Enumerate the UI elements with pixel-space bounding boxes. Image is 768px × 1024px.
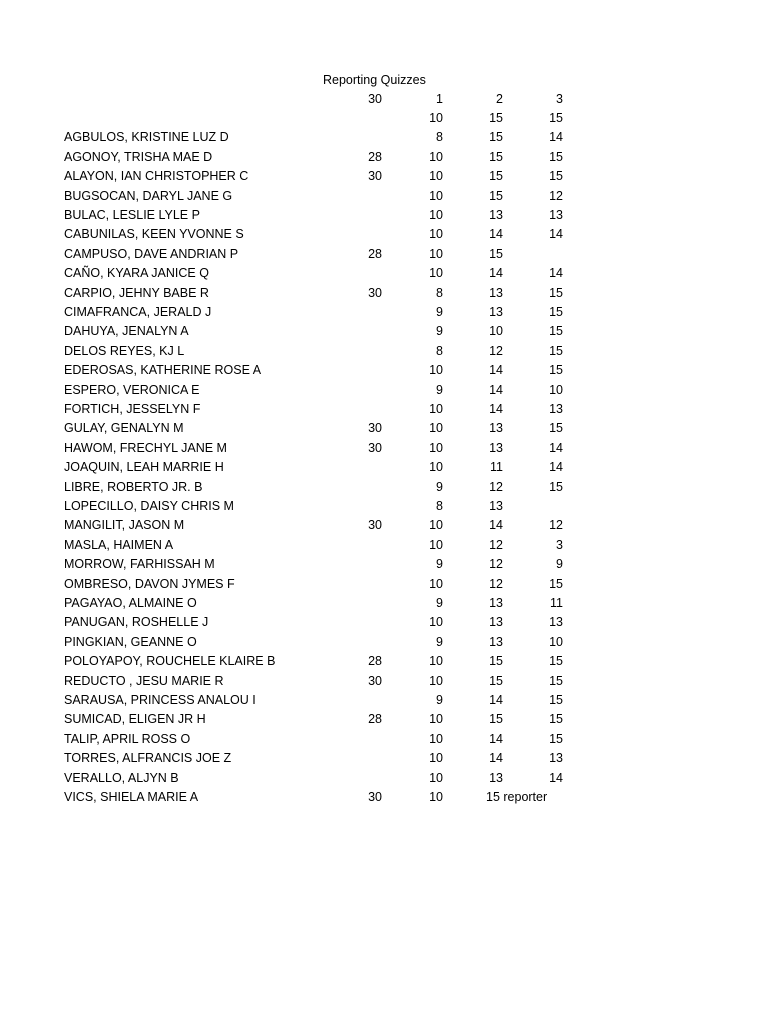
quiz-3-score: 3 [556,537,563,552]
quiz-1-score: 8 [436,498,443,513]
quiz-1-score: 10 [429,227,443,242]
student-name: DELOS REYES, KJ L [64,343,185,358]
quiz-1-score: 9 [436,557,443,572]
quiz-1-score: 10 [429,654,443,669]
quiz-2-score: 14 [489,518,503,533]
student-name: PINGKIAN, GEANNE O [64,634,197,649]
student-row [0,633,768,652]
quiz-1-score: 9 [436,304,443,319]
student-row [0,284,768,303]
reporting-score: 28 [368,149,382,164]
quiz-2-score: 15 reporter [486,789,548,804]
student-name: PAGAYAO, ALMAINE O [64,595,197,610]
student-row [0,730,768,749]
student-row [0,361,768,380]
quiz-2-score: 13 [489,421,503,436]
student-name: LOPECILLO, DAISY CHRIS M [64,498,234,513]
student-row [0,672,768,691]
student-row [0,206,768,225]
quiz-2-score: 13 [489,207,503,222]
quiz-2-score: 13 [489,285,503,300]
quiz-2-score: 12 [489,537,503,552]
quiz-1-score: 10 [429,731,443,746]
student-name: TALIP, APRIL ROSS O [64,731,191,746]
student-row [0,342,768,361]
quiz-1-score: 9 [436,479,443,494]
student-row [0,187,768,206]
student-row [0,419,768,438]
quiz-1-score: 10 [429,712,443,727]
quiz-2-score: 12 [489,557,503,572]
quiz-3-score: 14 [549,227,563,242]
quiz-3-score: 14 [549,266,563,281]
student-row [0,769,768,788]
quiz-2-score: 13 [489,615,503,630]
quiz-1-score: 9 [436,692,443,707]
quiz-2-score: 15 [489,673,503,688]
student-row [0,245,768,264]
quiz-3-score: 13 [549,207,563,222]
student-row [0,400,768,419]
quiz-3-score: 15 [549,576,563,591]
quiz-3-score: 14 [549,770,563,785]
student-row [0,536,768,555]
quiz-2-score: 14 [489,692,503,707]
quiz-2-score: 14 [489,401,503,416]
student-row [0,381,768,400]
student-name: HAWOM, FRECHYL JANE M [64,440,227,455]
quiz-1-score: 10 [429,246,443,261]
student-name: REDUCTO , JESU MARIE R [64,673,224,688]
quiz-3-score: 15 [549,110,563,125]
student-row [0,497,768,516]
student-name: CAÑO, KYARA JANICE Q [64,266,209,281]
quiz-3-score: 13 [549,615,563,630]
student-row [0,749,768,768]
student-row [0,322,768,341]
quiz-2-score: 15 [489,188,503,203]
student-row [0,788,768,807]
quiz-1-score: 10 [429,673,443,688]
quiz-3-score: 15 [549,304,563,319]
student-name: OMBRESO, DAVON JYMES F [64,576,235,591]
student-name: MANGILIT, JASON M [64,518,185,533]
student-name: DAHUYA, JENALYN A [64,324,189,339]
student-row [0,691,768,710]
quiz-2-score: 14 [489,363,503,378]
title-row [0,71,768,89]
quiz-1-score: 8 [436,130,443,145]
header-row [0,90,768,109]
quiz-3-score: 15 [549,363,563,378]
student-name: POLOYAPOY, ROUCHELE KLAIRE B [64,654,276,669]
quiz-2-score: 13 [489,770,503,785]
student-row [0,458,768,477]
quiz-1-score: 9 [436,634,443,649]
reporting-score: 30 [368,518,382,533]
quiz-2-score: 12 [489,479,503,494]
student-name: CIMAFRANCA, JERALD J [64,304,212,319]
quiz-2-score: 14 [489,751,503,766]
student-name: CARPIO, JEHNY BABE R [64,285,209,300]
quiz-1-score: 10 [429,518,443,533]
reporting-score: 30 [368,789,382,804]
quiz-1-score: 10 [429,401,443,416]
quiz-3-score: 15 [549,673,563,688]
student-row [0,303,768,322]
quiz-2-score: 11 [490,460,503,475]
quiz-2-score: 13 [489,440,503,455]
student-name: MASLA, HAIMEN A [64,537,174,552]
student-name: AGBULOS, KRISTINE LUZ D [64,130,229,145]
quiz-1-score: 9 [436,382,443,397]
quiz-1-score: 10 [429,421,443,436]
quiz-1-score: 10 [429,576,443,591]
student-name: SARAUSA, PRINCESS ANALOU I [64,692,256,707]
quiz-3-score: 15 [549,692,563,707]
quiz-3-score: 12 [549,188,563,203]
quiz-2-score: 13 [489,498,503,513]
quiz-1-score: 10 [429,266,443,281]
student-row [0,613,768,632]
quiz-1-score: 10 [429,149,443,164]
student-row [0,439,768,458]
student-row [0,225,768,244]
student-row [0,167,768,186]
quiz-3-score: 15 [549,731,563,746]
student-name: LIBRE, ROBERTO JR. B [64,479,203,494]
quiz-2-score: 15 [489,712,503,727]
student-name: EDEROSAS, KATHERINE ROSE A [64,363,262,378]
quiz-2-score: 10 [489,324,503,339]
student-name: AGONOY, TRISHA MAE D [64,149,213,164]
student-name: ESPERO, VERONICA E [64,382,200,397]
quiz-2-score: 12 [489,343,503,358]
student-row [0,652,768,671]
sheet-title: Reporting Quizzes [323,73,426,87]
student-name: ALAYON, IAN CHRISTOPHER C [64,169,249,184]
student-name: TORRES, ALFRANCIS JOE Z [64,751,232,766]
quiz-3-score: 15 [549,324,563,339]
quiz-1-score: 10 [429,789,443,804]
quiz-3-score: 15 [549,479,563,494]
student-name: CABUNILAS, KEEN YVONNE S [64,227,244,242]
student-name: VICS, SHIELA MARIE A [64,789,199,804]
quiz-3-score: 15 [549,285,563,300]
quiz-2-score: 14 [489,266,503,281]
quiz-3-score: 10 [549,382,563,397]
quiz-1-score: 10 [429,537,443,552]
reporting-score: 30 [368,91,382,106]
quiz-1-score: 10 [429,770,443,785]
quiz-1-score: 10 [429,363,443,378]
quiz-1-score: 10 [429,751,443,766]
quiz-3-score: 14 [549,130,563,145]
reporting-score: 28 [368,654,382,669]
quiz-2-score: 13 [489,595,503,610]
quiz-1-score: 9 [436,324,443,339]
quiz-3-score: 11 [550,595,563,610]
quiz-2-score: 15 [489,130,503,145]
reporting-score: 30 [368,673,382,688]
student-name: SUMICAD, ELIGEN JR H [64,712,206,727]
quiz-3-score: 13 [549,751,563,766]
quiz-1-score: 10 [429,440,443,455]
student-row [0,575,768,594]
reporting-score: 30 [368,169,382,184]
student-name: FORTICH, JESSELYN F [64,401,201,416]
quiz-2-score: 14 [489,731,503,746]
quiz-3-score: 14 [549,440,563,455]
quiz-1-score: 8 [436,285,443,300]
quiz-1-score: 9 [436,595,443,610]
student-row [0,710,768,729]
quiz-2-score: 14 [489,382,503,397]
quiz-1-score: 10 [429,460,443,475]
quiz-2-score: 2 [496,91,503,106]
reporting-score: 30 [368,285,382,300]
quiz-3-score: 3 [556,91,563,106]
quiz-3-score: 10 [549,634,563,649]
student-name: MORROW, FARHISSAH M [64,557,215,572]
student-name: GULAY, GENALYN M [64,421,184,436]
quiz-1-score: 8 [436,343,443,358]
student-name: CAMPUSO, DAVE ANDRIAN P [64,246,239,261]
student-name: BUGSOCAN, DARYL JANE G [64,188,233,203]
quiz-3-score: 9 [556,557,563,572]
reporting-score: 30 [368,440,382,455]
student-row [0,128,768,147]
quiz-2-score: 15 [489,110,503,125]
student-name: PANUGAN, ROSHELLE J [64,615,209,630]
quiz-2-score: 14 [489,227,503,242]
quiz-3-score: 15 [549,654,563,669]
quiz-2-score: 15 [489,169,503,184]
quiz-1-score: 1 [436,91,443,106]
quiz-1-score: 10 [429,169,443,184]
quiz-3-score: 15 [549,169,563,184]
student-row [0,594,768,613]
quiz-2-score: 13 [489,304,503,319]
quiz-1-score: 10 [429,615,443,630]
quiz-2-score: 12 [489,576,503,591]
student-row [0,264,768,283]
reporting-score: 30 [368,421,382,436]
quiz-1-score: 10 [429,110,443,125]
student-name: JOAQUIN, LEAH MARRIE H [64,460,224,475]
quiz-3-score: 15 [549,421,563,436]
quiz-3-score: 12 [549,518,563,533]
student-row [0,516,768,535]
quiz-2-score: 15 [489,654,503,669]
quiz-3-score: 15 [549,712,563,727]
quiz-3-score: 14 [549,460,563,475]
reporting-score: 28 [368,712,382,727]
quiz-1-score: 10 [429,188,443,203]
reporting-score: 28 [368,246,382,261]
student-row [0,555,768,574]
student-row [0,148,768,167]
quiz-2-score: 15 [489,149,503,164]
student-name: VERALLO, ALJYN B [64,770,179,785]
quiz-3-score: 13 [549,401,563,416]
quiz-2-score: 13 [489,634,503,649]
quiz-3-score: 15 [549,149,563,164]
student-name: BULAC, LESLIE LYLE P [64,207,200,222]
quiz-1-score: 10 [429,207,443,222]
header-row [0,109,768,128]
student-row [0,478,768,497]
quiz-2-score: 15 [489,246,503,261]
quiz-3-score: 15 [549,343,563,358]
